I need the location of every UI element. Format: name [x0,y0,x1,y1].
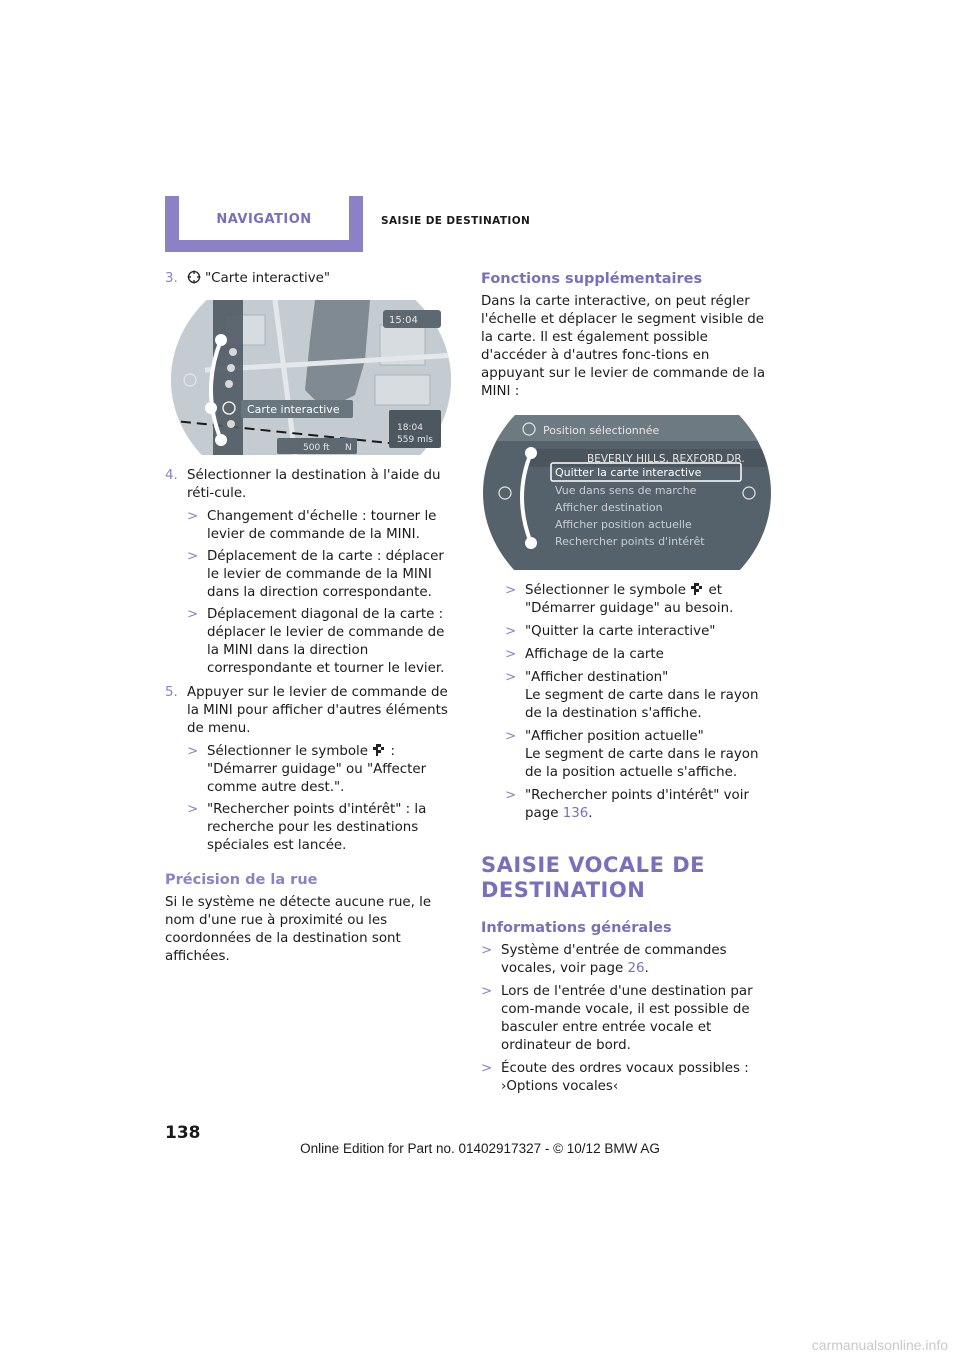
bullet-item [505,787,774,823]
chapter-tab [165,196,363,252]
bullet-text: : "Démarrer guidage" ou "Affecter comme autre dest.". [207,744,427,795]
bullet-text: > "Afficher destination" [525,670,669,685]
bullet-text: Sélectionner le symbole [525,583,687,598]
precision-heading: Précision de la rue [165,872,318,888]
bullet-text: Système d'entrée de commandes vocales, voir page [501,943,727,976]
left-column [165,270,460,966]
bullet-text: Sélectionner le symbole [207,744,369,759]
bullet-item [505,669,774,723]
bullet-text: > "Rechercher points d'intérêt" voir [525,788,749,803]
fonctions-paragraph: Dans la carte interactive, on peut régler l'échelle et déplacer le segment visible de la carte. Il est également possible d'accéder à d'autres fonc-tions en appuyant sur le levier de commande de la MINI : [481,294,766,399]
bullet-text: > "Afficher position actuelle" [525,729,704,744]
right-column [481,270,774,1101]
map-north: N [345,443,352,453]
precision-paragraph: Si le système ne détecte aucune rue, le nom d'une rue à proximité ou les coordonnées de la destination sont affichées. [165,895,432,964]
bullet-item: > "Rechercher points d'intérêt" : la recherche pour les destinations spéciales est lancée. [187,801,460,855]
page-link[interactable]: 26 [627,961,645,976]
bullet-text: . [588,806,593,821]
bullet-text: et "Démarrer guidage" au besoin. [525,583,734,616]
bullet-item: > Déplacement de la carte : déplacer le levier de commande de la MINI dans la direction correspondante. [187,548,460,602]
menu-item: Afficher position actuelle [555,518,692,531]
bullet-item [481,1060,774,1096]
bullet-item [481,942,774,978]
options-menu-screenshot [481,415,773,570]
edition-note: Online Edition for Part no. 01402917327 - © 10/12 BMW AG [300,1141,660,1156]
map-graphics [165,300,457,455]
step-4 [165,467,460,503]
bullet-text: > Écoute des ordres vocaux possibles : [501,1061,749,1076]
flag-icon [690,582,704,596]
fonctions-heading: Fonctions supplémentaires [481,271,703,287]
saisie-vocale-heading: SAISIE VOCALE DE DESTINATION [481,853,705,902]
infos-heading: Informations générales [481,920,672,936]
menu-graphics [481,415,773,570]
bullet-item [505,582,774,618]
bullet-item: > Changement d'échelle : tourner le levier de commande de la MINI. [187,508,460,544]
step-number: 5. [165,685,178,700]
interactive-map-screenshot [165,300,457,455]
bullet-text: Le segment de carte dans le rayon de la position actuelle s'affiche. [525,747,759,780]
watermark: carmanualsonline.info [811,1337,948,1353]
bullet-text: page [525,806,559,821]
menu-item: Afficher destination [555,501,663,514]
menu-item: Rechercher points d'intérêt [555,535,705,548]
menu-item: Vue dans sens de marche [555,484,697,497]
bullet-text: . [644,961,649,976]
step-number: 3. [165,271,178,286]
bullet-text: ›Options vocales‹ [501,1079,619,1094]
flag-icon [372,743,386,757]
map-arrival-time: 18:04 [397,423,423,433]
step-text: Appuyer sur le levier de commande de la MINI pour afficher d'autres éléments de menu. [187,685,448,736]
menu-item: Quitter la carte interactive [555,466,702,479]
menu-address: BEVERLY HILLS, REXFORD DR. [587,453,745,465]
step-5 [165,684,460,738]
step-3 [165,270,460,288]
bullet-item: > Déplacement diagonal de la carte : déplacer le levier de commande de la MINI dans la direction correspondante et tourner le levier. [187,606,460,678]
bullet-item: > Lors de l'entrée d'une destination par com-mande vocale, il est possible de basculer entre entrée vocale et ordinateur de bord. [481,983,774,1055]
chapter-title: NAVIGATION [179,196,349,240]
bullet-item: > "Quitter la carte interactive" [505,623,774,641]
map-time: 15:04 [389,315,418,326]
crosshair-icon [187,270,201,284]
map-scale: 500 ft [303,443,330,453]
page-number: 138 [165,1123,201,1143]
bullet-item [505,728,774,782]
map-menu-label: Carte interactive [247,403,340,416]
bullet-text: Le segment de carte dans le rayon de la destination s'affiche. [525,688,759,721]
step-text: Sélectionner la destination à l'aide du réti-cule. [187,468,441,501]
page-link[interactable]: 136 [562,806,589,821]
bullet-item: > Affichage de la carte [505,646,774,664]
bullet-item [187,743,460,797]
step-text: "Carte interactive" [205,271,331,286]
section-title: SAISIE DE DESTINATION [381,215,531,227]
step-number: 4. [165,468,178,483]
menu-title: Position sélectionnée [543,424,660,437]
map-distance: 559 mls [397,435,433,445]
